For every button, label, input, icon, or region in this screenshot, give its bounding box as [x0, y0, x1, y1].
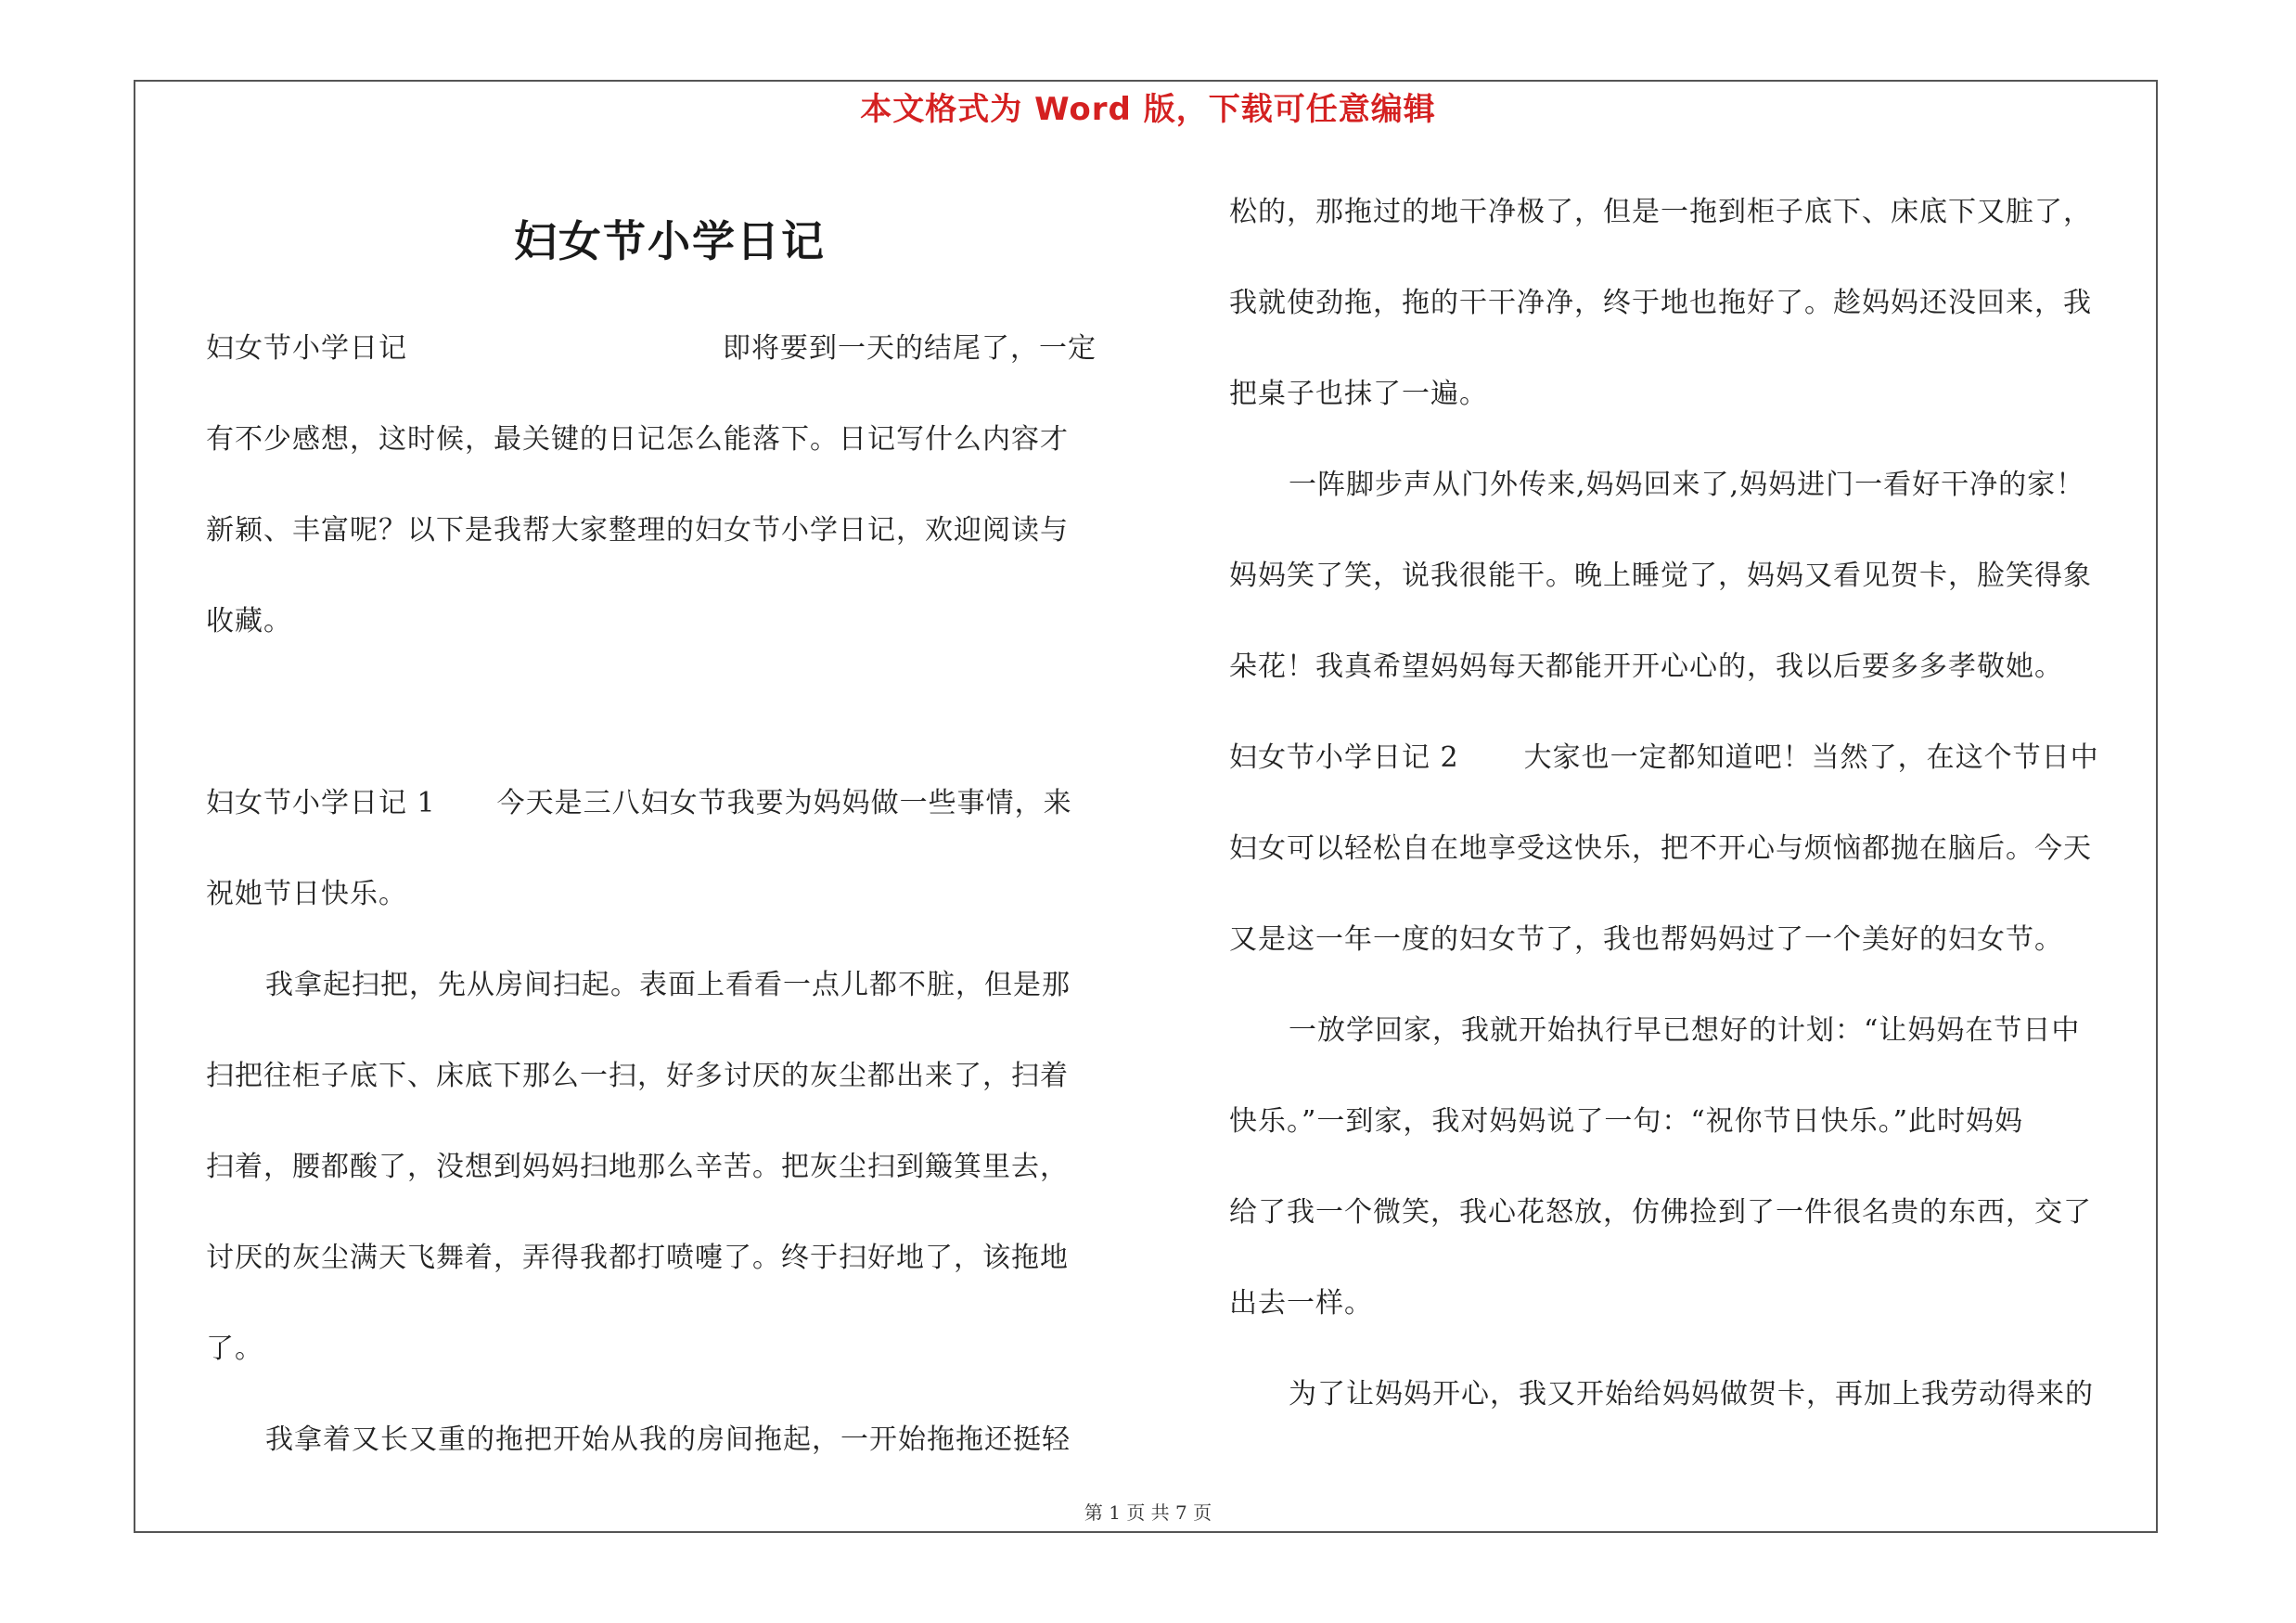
paragraph-line: 扫把往柜子底下、床底下那么一扫，好多讨厌的灰尘都出来了，扫着	[206, 1060, 1069, 1092]
editable-banner: 本文格式为 Word 版，下载可任意编辑	[860, 91, 1436, 128]
paragraph-line: 又是这一年一度的妇女节了，我也帮妈妈过了一个美好的妇女节。	[1229, 923, 2063, 956]
paragraph-line: 了。	[206, 1333, 263, 1365]
paragraph-line: 朵花！我真希望妈妈每天都能开开心心的，我以后要多多孝敬她。	[1229, 650, 2063, 683]
paragraph-line: 有不少感想，这时候，最关键的日记怎么能落下。日记写什么内容才	[206, 423, 1069, 456]
page-number: 第 1 页 共 7 页	[1084, 1501, 1212, 1524]
paragraph-line: 把桌子也抹了一遍。	[1229, 378, 1488, 410]
paragraph-line	[206, 778, 1143, 869]
paragraph-line: 一阵脚步声从门外传来,妈妈回来了,妈妈进门一看好干净的家！	[1289, 469, 2085, 501]
intro-text: 即将要到一天的结尾了，一定	[723, 332, 1097, 365]
paragraph-line	[1229, 732, 2157, 823]
paragraph-line: 快乐。”一到家，我对妈妈说了一句：“祝你节日快乐。”此时妈妈	[1229, 1105, 2024, 1138]
paragraph-line	[206, 323, 1143, 414]
entry-2-heading: 妇女节小学日记 2	[1229, 741, 1459, 774]
paragraph-line: 我就使劲拖，拖的干干净净，终于地也拖好了。趁妈妈还没回来，我	[1229, 287, 2092, 319]
paragraph-line: 妇女可以轻松自在地享受这快乐，把不开心与烦恼都抛在脑后。今天	[1229, 832, 2092, 865]
paragraph-line: 收藏。	[206, 605, 292, 638]
paragraph-line: 扫着，腰都酸了，没想到妈妈扫地那么辛苦。把灰尘扫到簸箕里去，	[206, 1151, 1069, 1183]
entry-1-heading: 妇女节小学日记 1	[206, 787, 436, 819]
paragraph-line: 松的，那拖过的地干净极了，但是一拖到柜子底下、床底下又脏了，	[1229, 196, 2092, 228]
paragraph-line: 新颖、丰富呢？以下是我帮大家整理的妇女节小学日记，欢迎阅读与	[206, 514, 1069, 547]
paragraph-line: 一放学回家，我就开始执行早已想好的计划：“让妈妈在节日中	[1289, 1014, 2081, 1047]
document-title: 妇女节小学日记	[514, 216, 826, 266]
paragraph-line: 祝她节日快乐。	[206, 878, 407, 910]
paragraph-line: 讨厌的灰尘满天飞舞着，弄得我都打喷嚏了。终于扫好地了，该拖地	[206, 1242, 1069, 1274]
paragraph-line: 给了我一个微笑，我心花怒放，仿佛捡到了一件很名贵的东西，交了	[1229, 1196, 2092, 1229]
paragraph-line: 为了让妈妈开心，我又开始给妈妈做贺卡，再加上我劳动得来的	[1289, 1378, 2094, 1410]
paragraph-line: 我拿着又长又重的拖把开始从我的房间拖起，一开始拖拖还挺轻	[265, 1423, 1071, 1456]
paragraph-line: 妈妈笑了笑，说我很能干。晚上睡觉了，妈妈又看见贺卡，脸笑得象	[1229, 560, 2092, 592]
left-column	[206, 323, 1143, 1505]
right-column	[1229, 187, 2157, 1460]
entry-2-text: 大家也一定都知道吧！当然了，在这个节日中	[1523, 741, 2099, 774]
intro-heading: 妇女节小学日记	[206, 332, 407, 365]
blank-line	[206, 687, 1143, 778]
paragraph-line: 出去一样。	[1229, 1287, 1373, 1320]
entry-1-text: 今天是三八妇女节我要为妈妈做一些事情，来	[496, 787, 1072, 819]
paragraph-line: 我拿起扫把，先从房间扫起。表面上看看一点儿都不脏，但是那	[265, 969, 1071, 1001]
